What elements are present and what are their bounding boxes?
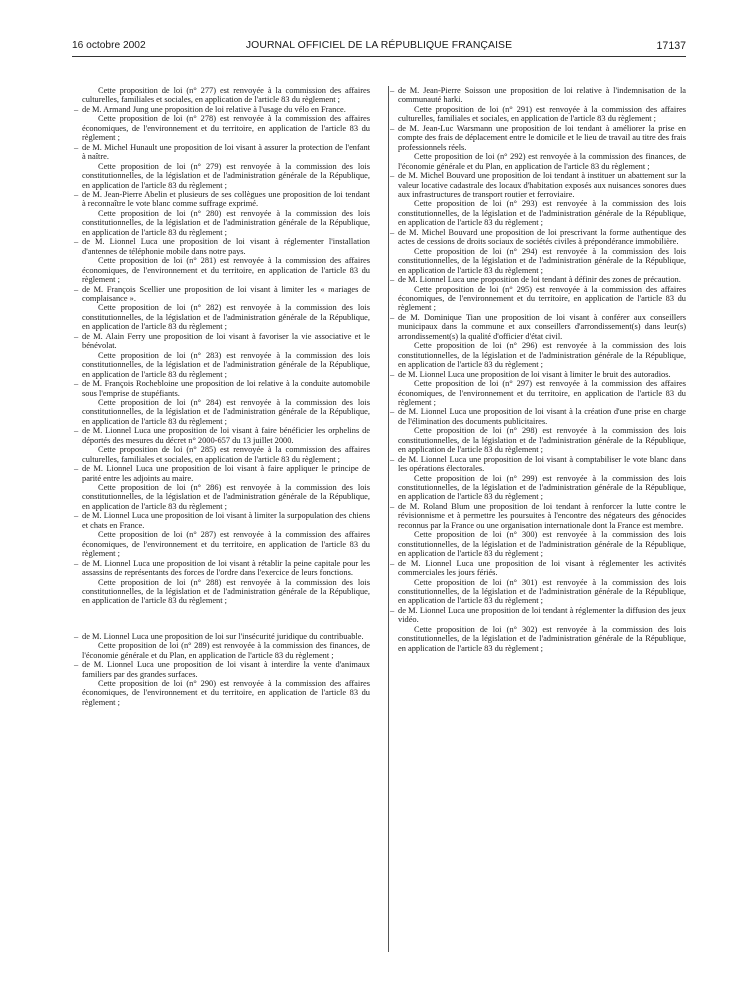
referral-entry: Cette proposition de loi (n° 282) est renvoyée à la commission des lois constitutionnelles, de la législation et de l'administration générale de la République, en application de l'article 83 du règlement ; [82, 303, 370, 332]
referral-entry: Cette proposition de loi (n° 302) est renvoyée à la commission des lois constitutionnelles, de la législation et de l'administration générale de la République, en application de l'article 83 du règlement ; [398, 624, 686, 653]
proposal-entry: – de M. François Rochebloine une proposition de loi relative à la conduite automobile sous l'emprise de stupéfiants. [82, 379, 370, 398]
referral-entry: Cette proposition de loi (n° 296) est renvoyée à la commission des lois constitutionnelles, de la législation et de l'administration générale de la République, en application de l'article 83 du règlement ; [398, 341, 686, 370]
referral-entry: Cette proposition de loi (n° 298) est renvoyée à la commission des lois constitutionnelles, de la législation et de l'administration générale de la République, en application de l'article 83 du règlement ; [398, 426, 686, 455]
referral-entry: Cette proposition de loi (n° 291) est renvoyée à la commission des affaires culturelles, familiales et sociales, en application de l'article 83 du règlement ; [398, 104, 686, 124]
proposal-entry: – de M. Michel Hunault une proposition de loi visant à assurer la protection de l'enfant à naître. [82, 143, 370, 162]
referral-entry: Cette proposition de loi (n° 288) est renvoyée à la commission des lois constitutionnelles, de la législation et de l'administration générale de la République, en application de l'article 83 du règlement ; [82, 577, 370, 606]
referral-entry: Cette proposition de loi (n° 299) est renvoyée à la commission des lois constitutionnelles, de la législation et de l'administration générale de la République, en application de l'article 83 du règlement ; [398, 473, 686, 502]
proposal-entry: – de M. Armand Jung une proposition de loi relative à l'usage du vélo en France. [82, 105, 370, 114]
column-divider [388, 86, 389, 952]
referral-entry: Cette proposition de loi (n° 286) est renvoyée à la commission des lois constitutionnelles, de la législation et de l'administration générale de la République, en application de l'article 83 du règlement ; [82, 483, 370, 511]
proposal-entry: – de M. Lionnel Luca une proposition de loi visant à faire appliquer le principe de parité entre les adjoints au maire. [82, 464, 370, 483]
referral-entry: Cette proposition de loi (n° 285) est renvoyée à la commission des affaires culturelles, familiales et sociales, en application de l'article 83 du règlement ; [82, 445, 370, 464]
page-header [72, 40, 686, 56]
referral-entry: Cette proposition de loi (n° 280) est renvoyée à la commission des lois constitutionnelles, de la législation et de l'administration générale de la République, en application de l'article 83 du règlement ; [82, 208, 370, 237]
proposal-entry: – de M. Jean-Pierre Soisson une proposition de loi relative à l'indemnisation de la communauté harki. [398, 86, 686, 105]
page-number: 17137 [656, 40, 686, 52]
proposal-entry: – de M. Lionnel Luca une proposition de loi visant à limiter la surpopulation des chiens et chats en France. [82, 511, 370, 530]
referral-entry: Cette proposition de loi (n° 281) est renvoyée à la commission des affaires économiques, de l'environnement et du territoire, en application de l'article 83 du règlement ; [82, 256, 370, 285]
referral-entry: Cette proposition de loi (n° 290) est renvoyée à la commission des affaires économiques, de l'environnement et du territoire, en application de l'article 83 du règlement ; [82, 678, 370, 707]
proposal-entry: – de M. Lionnel Luca une proposition de loi tendant à réglementer la diffusion des jeux vidéo. [398, 606, 686, 625]
paragraph-gap [82, 614, 370, 623]
proposal-entry: – de M. Michel Bouvard une proposition de loi tendant à instituer un abattement sur la valeur locative cadastrale des locaux d'habitation exposés aux nuisances sonores dues aux infrastructures de transport routier et ferroviaire. [398, 171, 686, 199]
proposal-entry: – de M. Jean-Luc Warsmann une proposition de loi tendant à améliorer la prise en compte des frais de déplacement entre le domicile et le lieu de travail au titre des frais professionnels réels. [398, 124, 686, 152]
left-column [82, 86, 370, 707]
referral-entry: Cette proposition de loi (n° 284) est renvoyée à la commission des lois constitutionnelles, de la législation et de l'administration générale de la République, en application de l'article 83 du règlement ; [82, 397, 370, 426]
proposal-entry: – de M. François Scellier une proposition de loi visant à limiter les « mariages de complaisance ». [82, 285, 370, 304]
proposal-entry: – de M. Roland Blum une proposition de loi tendant à renforcer la lutte contre le révisionnisme et à permettre les poursuites à l'encontre des négateurs des génocides reconnus par la France ou une organisation internationale dont la France est membre. [398, 502, 686, 530]
right-column [398, 86, 686, 653]
proposal-entry: – de M. Lionnel Luca une proposition de loi visant à la création d'une prise en charge de l'élimination des documents publicitaires. [398, 407, 686, 426]
proposal-entry: – de M. Lionnel Luca une proposition de loi visant à interdire la vente d'animaux familiers par des grandes surfaces. [82, 660, 370, 679]
referral-entry: Cette proposition de loi (n° 289) est renvoyée à la commission des finances, de l'économie générale et du Plan, en application de l'article 83 du règlement ; [82, 641, 370, 660]
proposal-entry: – de M. Lionnel Luca une proposition de loi visant à comptabiliser le vote blanc dans les opérations électorales. [398, 455, 686, 474]
referral-entry: Cette proposition de loi (n° 277) est renvoyée à la commission des affaires culturelles, familiales et sociales, en application de l'article 83 du règlement ; [82, 86, 370, 105]
referral-entry: Cette proposition de loi (n° 295) est renvoyée à la commission des affaires économiques, de l'environnement et du territoire, en application de l'article 83 du règlement ; [398, 284, 686, 313]
referral-entry: Cette proposition de loi (n° 300) est renvoyée à la commission des lois constitutionnelles, de la législation et de l'administration générale de la République, en application de l'article 83 du règlement ; [398, 530, 686, 559]
proposal-entry: – de M. Lionnel Luca une proposition de loi visant à limiter le bruit des autoradios. [398, 370, 686, 379]
header-date: 16 octobre 2002 [72, 40, 146, 51]
proposal-entry: – de M. Lionnel Luca une proposition de loi tendant à définir des zones de précaution. [398, 275, 686, 284]
proposal-entry: – de M. Lionnel Luca une proposition de loi sur l'insécurité juridique du contribuable. [82, 632, 370, 641]
referral-entry: Cette proposition de loi (n° 279) est renvoyée à la commission des lois constitutionnelles, de la législation et de l'administration générale de la République, en application de l'article 83 du règlement ; [82, 161, 370, 190]
proposal-entry: – de M. Michel Bouvard une proposition de loi prescrivant la forme authentique des actes de cessions de droits sociaux de sociétés civiles à prépondérance immobilière. [398, 228, 686, 247]
proposal-entry: – de M. Jean-Pierre Abelin et plusieurs de ses collègues une proposition de loi tendant à reconnaître le vote blanc comme suffrage exprimé. [82, 190, 370, 209]
proposal-entry: – de M. Dominique Tian une proposition de loi visant à conférer aux conseillers municipaux dans la commune et aux conseillers d'arrondissement(s) dans leur(s) arrondissement(s) la qualité d'officier d'état civil. [398, 313, 686, 341]
referral-entry: Cette proposition de loi (n° 278) est renvoyée à la commission des affaires économiques, de l'environnement et du territoire, en application de l'article 83 du règlement ; [82, 114, 370, 143]
referral-entry: Cette proposition de loi (n° 293) est renvoyée à la commission des lois constitutionnelles, de la législation et de l'administration générale de la République, en application de l'article 83 du règlement ; [398, 199, 686, 228]
referral-entry: Cette proposition de loi (n° 294) est renvoyée à la commission des lois constitutionnelles, de la législation et de l'administration générale de la République, en application de l'article 83 du règlement ; [398, 246, 686, 275]
referral-entry: Cette proposition de loi (n° 297) est renvoyée à la commission des affaires économiques, de l'environnement et du territoire, en application de l'article 83 du règlement ; [398, 379, 686, 407]
header-rule [72, 56, 686, 57]
proposal-entry: – de M. Lionnel Luca une proposition de loi visant à réglementer l'installation d'antennes de téléphonie mobile dans notre pays. [82, 237, 370, 256]
proposal-entry: – de M. Lionnel Luca une proposition de loi visant à faire bénéficier les orphelins de déportés des mesures du décret n° 2000-657 du 13 juillet 2000. [82, 426, 370, 445]
proposal-entry: – de M. Lionnel Luca une proposition de loi visant à réglementer les activités commerciales les jours fériés. [398, 559, 686, 578]
proposal-entry: – de M. Lionnel Luca une proposition de loi visant à rétablir la peine capitale pour les assassins de représentants des forces de l'ordre dans l'exercice de leurs fonctions. [82, 559, 370, 578]
referral-entry: Cette proposition de loi (n° 287) est renvoyée à la commission des affaires économiques, de l'environnement et du territoire, en application de l'article 83 du règlement ; [82, 530, 370, 559]
proposal-entry: – de M. Alain Ferry une proposition de loi visant à favoriser la vie associative et le bénévolat. [82, 332, 370, 351]
referral-entry: Cette proposition de loi (n° 301) est renvoyée à la commission des lois constitutionnelles, de la législation et de l'administration générale de la République, en application de l'article 83 du règlement ; [398, 577, 686, 606]
journal-title: JOURNAL OFFICIEL DE LA RÉPUBLIQUE FRANÇAISE [245, 40, 513, 51]
referral-entry: Cette proposition de loi (n° 283) est renvoyée à la commission des lois constitutionnelles, de la législation et de l'administration générale de la République, en application de l'article 83 du règlement ; [82, 350, 370, 379]
referral-entry: Cette proposition de loi (n° 292) est renvoyée à la commission des finances, de l'économie générale et du Plan, en application de l'article 83 du règlement ; [398, 152, 686, 171]
